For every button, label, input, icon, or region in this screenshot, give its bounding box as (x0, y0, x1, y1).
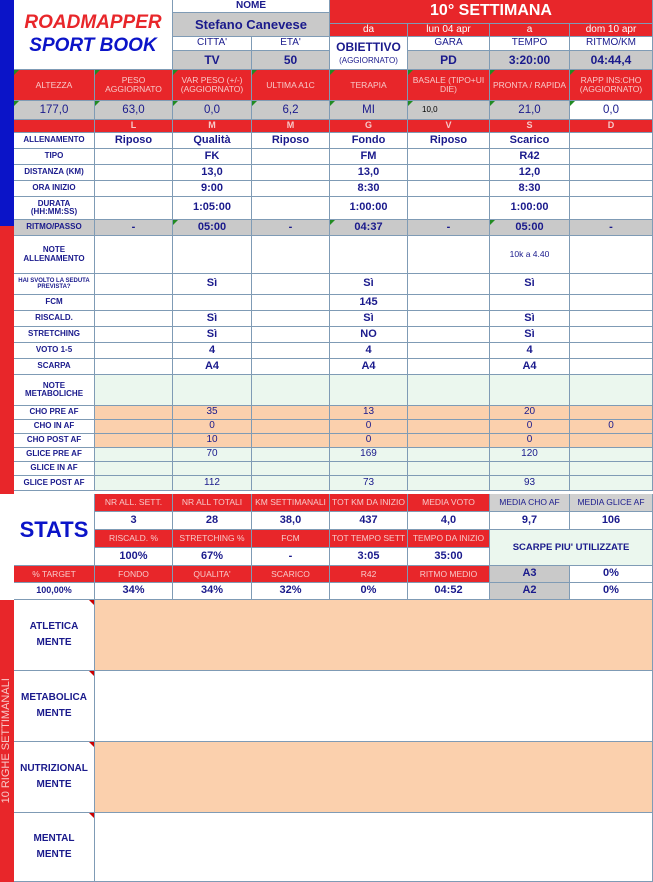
row-cell[interactable] (95, 327, 173, 343)
gara-label: GARA (408, 37, 490, 51)
row-cell[interactable]: 1:00:00 (490, 197, 570, 220)
row-cell[interactable]: 169 (330, 448, 408, 462)
metric-value[interactable]: 63,0 (95, 101, 173, 120)
weekly-label: METABOLICA MENTE (14, 671, 95, 742)
row-cell[interactable] (570, 274, 653, 295)
stats-header-1: TOT KM DA INIZIO (330, 494, 408, 512)
row-cell[interactable] (252, 448, 330, 462)
tempo-value[interactable]: 3:20:00 (490, 51, 570, 70)
row-label: CHO PRE AF (14, 406, 95, 420)
row-cell[interactable] (408, 181, 490, 197)
row-cell[interactable] (570, 311, 653, 327)
row-label: TIPO (14, 149, 95, 165)
stats-value-1: 9,7 (490, 512, 570, 530)
left-red-bar-lower (0, 344, 14, 494)
shoe-pct: 0% (570, 583, 653, 600)
stats-value-3: 34% (173, 583, 252, 600)
row-cell[interactable]: A4 (173, 359, 252, 375)
row-cell[interactable] (408, 165, 490, 181)
row-cell[interactable] (95, 295, 173, 311)
metric-value[interactable]: 21,0 (490, 101, 570, 120)
row-cell[interactable] (408, 149, 490, 165)
row-cell[interactable]: 4 (330, 343, 408, 359)
row-cell[interactable]: Sì (173, 311, 252, 327)
row-cell[interactable] (408, 448, 490, 462)
stats-header-3: SCARICO (252, 566, 330, 583)
row-cell[interactable] (252, 181, 330, 197)
row-cell[interactable] (173, 236, 252, 274)
weekly-label: NUTRIZIONAL MENTE (14, 742, 95, 813)
row-cell[interactable]: 0 (490, 434, 570, 448)
row-cell[interactable] (408, 236, 490, 274)
row-label: STRETCHING (14, 327, 95, 343)
row-cell[interactable]: Sì (490, 327, 570, 343)
row-cell[interactable]: 0 (330, 434, 408, 448)
row-cell[interactable]: 10k a 4.40 (490, 236, 570, 274)
brand-line2: SPORT BOOK (29, 35, 157, 56)
row-cell[interactable] (408, 311, 490, 327)
row-cell[interactable] (95, 236, 173, 274)
row-label: ORA INIZIO (14, 181, 95, 197)
row-label: HAI SVOLTO LA SEDUTA PREVISTA? (14, 274, 95, 295)
stats-value-2: 35:00 (408, 548, 490, 566)
day-header: G (330, 120, 408, 133)
metric-value[interactable]: 6,2 (252, 101, 330, 120)
row-label: VOTO 1-5 (14, 343, 95, 359)
row-cell[interactable] (408, 295, 490, 311)
stats-header-2: TEMPO DA INIZIO (408, 530, 490, 548)
eta-value[interactable]: 50 (252, 51, 330, 70)
stats-value-1: 28 (173, 512, 252, 530)
row-cell[interactable] (95, 406, 173, 420)
obiettivo-sub: (AGGIORNATO) (339, 55, 398, 65)
row-cell[interactable] (408, 420, 490, 434)
row-cell[interactable] (408, 274, 490, 295)
weekly-notes-area[interactable] (95, 600, 653, 671)
row-cell[interactable] (252, 420, 330, 434)
row-label: DURATA (HH:MM:SS) (14, 197, 95, 220)
row-cell[interactable]: 0 (173, 420, 252, 434)
row-cell[interactable]: 0 (490, 420, 570, 434)
obiettivo-label: OBIETTIVO (336, 40, 401, 54)
row-cell[interactable]: 0 (330, 420, 408, 434)
row-label: CHO IN AF (14, 420, 95, 434)
stats-header-3: % TARGET (14, 566, 95, 583)
ritmo-value[interactable]: 04:44,4 (570, 51, 653, 70)
row-cell[interactable]: 93 (490, 476, 570, 491)
row-cell[interactable] (95, 462, 173, 476)
row-label: ALLENAMENTO (14, 133, 95, 149)
row-label: FCM (14, 295, 95, 311)
row-cell[interactable] (570, 434, 653, 448)
row-cell[interactable]: 8:30 (330, 181, 408, 197)
row-cell[interactable] (252, 295, 330, 311)
row-cell[interactable] (95, 359, 173, 375)
row-cell[interactable] (252, 327, 330, 343)
da-label: da (330, 24, 408, 37)
stats-value-3: 0% (330, 583, 408, 600)
row-label: SCARPA (14, 359, 95, 375)
gara-value[interactable]: PD (408, 51, 490, 70)
row-cell[interactable] (252, 359, 330, 375)
row-cell[interactable]: Sì (330, 311, 408, 327)
row-cell[interactable] (408, 327, 490, 343)
citta-value[interactable]: TV (173, 51, 252, 70)
stats-header-1: MEDIA GLICE AF (570, 494, 653, 512)
row-cell[interactable]: - (570, 220, 653, 236)
weekly-notes-area[interactable] (95, 813, 653, 882)
metric-header: ULTIMA A1C (252, 70, 330, 101)
row-cell[interactable] (408, 343, 490, 359)
stats-value-2: - (252, 548, 330, 566)
row-cell[interactable] (408, 462, 490, 476)
left-red-bar-upper (0, 226, 14, 344)
row-cell[interactable]: 1:05:00 (173, 197, 252, 220)
ritmo-label: RITMO/KM (570, 37, 653, 51)
row-cell[interactable] (570, 197, 653, 220)
stats-header-1: KM SETTIMANALI (252, 494, 330, 512)
row-cell[interactable] (252, 476, 330, 491)
metric-header: RAPP INS:CHO (AGGIORNATO) (570, 70, 653, 101)
row-cell[interactable]: NO (330, 327, 408, 343)
week-title: 10° SETTIMANA (330, 0, 653, 24)
row-cell[interactable] (330, 236, 408, 274)
row-cell[interactable] (570, 406, 653, 420)
stats-value-1: 3 (95, 512, 173, 530)
shoe-name: A2 (490, 583, 570, 600)
row-cell[interactable] (95, 420, 173, 434)
row-cell[interactable]: 112 (173, 476, 252, 491)
day-header: D (570, 120, 653, 133)
row-cell[interactable] (252, 406, 330, 420)
row-cell[interactable]: 13 (330, 406, 408, 420)
brand-logo (14, 0, 173, 70)
row-cell[interactable]: 12,0 (490, 165, 570, 181)
row-cell[interactable] (330, 462, 408, 476)
row-cell[interactable] (252, 165, 330, 181)
row-cell[interactable] (408, 476, 490, 491)
row-cell[interactable] (408, 406, 490, 420)
row-cell[interactable] (252, 343, 330, 359)
weekly-side-bar (0, 600, 14, 882)
stats-value-1: 38,0 (252, 512, 330, 530)
row-cell[interactable] (252, 197, 330, 220)
nome-value[interactable]: Stefano Canevese (173, 13, 330, 37)
row-cell[interactable]: - (252, 220, 330, 236)
stats-value-1: 437 (330, 512, 408, 530)
nome-label: NOME (173, 0, 330, 13)
stats-value-3: 34% (95, 583, 173, 600)
row-cell[interactable]: FK (173, 149, 252, 165)
left-blue-bar (0, 0, 14, 226)
row-cell[interactable] (570, 327, 653, 343)
row-cell[interactable]: A4 (490, 359, 570, 375)
row-cell[interactable] (173, 462, 252, 476)
stats-header-1: NR ALL. SETT. (95, 494, 173, 512)
row-cell[interactable]: Riposo (252, 133, 330, 149)
stats-header-1: MEDIA CHO AF (490, 494, 570, 512)
row-label: GLICE PRE AF (14, 448, 95, 462)
row-cell[interactable] (570, 295, 653, 311)
metric-value[interactable]: MI (330, 101, 408, 120)
day-header: M (173, 120, 252, 133)
row-cell[interactable]: Sì (330, 274, 408, 295)
row-label: DISTANZA (KM) (14, 165, 95, 181)
row-cell[interactable]: 120 (490, 448, 570, 462)
weekly-notes-area[interactable] (95, 742, 653, 813)
row-cell[interactable] (570, 476, 653, 491)
stats-value-1: 4,0 (408, 512, 490, 530)
tempo-label: TEMPO (490, 37, 570, 51)
weekly-notes-area[interactable] (95, 671, 653, 742)
row-cell[interactable]: 05:00 (173, 220, 252, 236)
row-cell[interactable] (408, 197, 490, 220)
row-cell[interactable] (570, 236, 653, 274)
row-cell[interactable] (408, 359, 490, 375)
day-header: V (408, 120, 490, 133)
row-cell[interactable]: Qualità (173, 133, 252, 149)
row-cell[interactable] (570, 448, 653, 462)
metric-header: PESO AGGIORNATO (95, 70, 173, 101)
row-cell[interactable]: Riposo (408, 133, 490, 149)
row-cell[interactable]: 4 (173, 343, 252, 359)
row-cell[interactable] (252, 434, 330, 448)
metric-header: VAR PESO (+/-) (AGGIORNATO) (173, 70, 252, 101)
row-cell[interactable] (95, 181, 173, 197)
row-cell[interactable]: 13,0 (173, 165, 252, 181)
row-cell[interactable] (570, 133, 653, 149)
row-label: GLICE IN AF (14, 462, 95, 476)
stats-header-3: FONDO (95, 566, 173, 583)
row-cell[interactable]: Fondo (330, 133, 408, 149)
stats-value-2: 100% (95, 548, 173, 566)
row-cell[interactable]: Sì (173, 327, 252, 343)
row-cell[interactable] (570, 462, 653, 476)
row-cell[interactable]: 1:00:00 (330, 197, 408, 220)
row-cell[interactable]: 13,0 (330, 165, 408, 181)
row-cell[interactable]: 0 (570, 420, 653, 434)
row-cell[interactable]: 70 (173, 448, 252, 462)
row-cell[interactable] (490, 375, 570, 406)
row-cell[interactable]: 4 (490, 343, 570, 359)
stats-header-3: QUALITA' (173, 566, 252, 583)
row-cell[interactable] (570, 181, 653, 197)
row-cell[interactable]: 35 (173, 406, 252, 420)
row-cell[interactable] (95, 165, 173, 181)
stats-header-1: MEDIA VOTO (408, 494, 490, 512)
stats-value-3: 100,00% (14, 583, 95, 600)
row-cell[interactable]: 10 (173, 434, 252, 448)
row-cell[interactable]: 73 (330, 476, 408, 491)
row-cell[interactable] (95, 476, 173, 491)
brand-line1: ROADMAPPER (24, 12, 162, 34)
row-label: GLICE POST AF (14, 476, 95, 491)
obiettivo-cell (330, 37, 408, 70)
metric-value[interactable]: 0,0 (173, 101, 252, 120)
row-cell[interactable]: Riposo (95, 133, 173, 149)
stats-header-1: NR ALL TOTALI (173, 494, 252, 512)
row-cell[interactable]: 04:37 (330, 220, 408, 236)
row-cell[interactable]: Sì (173, 274, 252, 295)
weekly-side-label: 10 RIGHE SETTIMANALI (0, 678, 13, 804)
stats-header-2: STRETCHING % (173, 530, 252, 548)
stats-value-3: 32% (252, 583, 330, 600)
row-cell[interactable] (570, 149, 653, 165)
row-cell[interactable] (490, 462, 570, 476)
citta-label: CITTA' (173, 37, 252, 51)
row-cell[interactable]: 05:00 (490, 220, 570, 236)
row-cell[interactable] (408, 375, 490, 406)
metric-header: PRONTA / RAPIDA (490, 70, 570, 101)
weekly-label: ATLETICA MENTE (14, 600, 95, 671)
row-cell[interactable] (252, 311, 330, 327)
stats-header-2: RISCALD. % (95, 530, 173, 548)
row-cell[interactable] (490, 295, 570, 311)
metric-value[interactable]: 10,0 (408, 101, 490, 120)
stats-value-1: 106 (570, 512, 653, 530)
row-cell[interactable]: - (408, 220, 490, 236)
row-label: RITMO/PASSO (14, 220, 95, 236)
row-cell[interactable]: Scarico (490, 133, 570, 149)
row-cell[interactable] (95, 197, 173, 220)
metric-header: ALTEZZA (14, 70, 95, 101)
row-cell[interactable] (173, 295, 252, 311)
metric-header: BASALE (TIPO+UI DIE) (408, 70, 490, 101)
metric-value[interactable]: 177,0 (14, 101, 95, 120)
row-label: NOTE ALLENAMENTO (14, 236, 95, 274)
row-cell[interactable] (252, 274, 330, 295)
row-cell[interactable]: R42 (490, 149, 570, 165)
shoe-pct: 0% (570, 566, 653, 583)
row-cell[interactable] (95, 434, 173, 448)
row-cell[interactable]: - (95, 220, 173, 236)
row-cell[interactable] (95, 448, 173, 462)
row-cell[interactable] (252, 375, 330, 406)
week-from: lun 04 apr (408, 24, 490, 37)
row-cell[interactable] (408, 434, 490, 448)
stats-header-2: FCM (252, 530, 330, 548)
stats-header-2: TOT TEMPO SETT (330, 530, 408, 548)
stats-value-2: 67% (173, 548, 252, 566)
row-cell[interactable] (252, 236, 330, 274)
row-cell[interactable]: 145 (330, 295, 408, 311)
eta-label: ETA' (252, 37, 330, 51)
row-cell[interactable]: A4 (330, 359, 408, 375)
row-cell[interactable] (570, 359, 653, 375)
row-cell[interactable]: Sì (490, 311, 570, 327)
row-cell[interactable]: FM (330, 149, 408, 165)
row-cell[interactable] (95, 149, 173, 165)
row-cell[interactable] (173, 375, 252, 406)
row-cell[interactable] (95, 274, 173, 295)
day-header: L (95, 120, 173, 133)
row-cell[interactable] (570, 165, 653, 181)
day-header: S (490, 120, 570, 133)
row-cell[interactable]: 8:30 (490, 181, 570, 197)
day-header: M (252, 120, 330, 133)
shoe-name: A3 (490, 566, 570, 583)
metric-header: TERAPIA (330, 70, 408, 101)
row-cell[interactable] (252, 462, 330, 476)
week-to: dom 10 apr (570, 24, 653, 37)
row-cell[interactable] (95, 375, 173, 406)
stats-value-2: 3:05 (330, 548, 408, 566)
row-cell[interactable] (570, 375, 653, 406)
scarpe-piu-utilizzate: SCARPE PIU' UTILIZZATE (490, 530, 653, 566)
day-header-blank (14, 120, 95, 133)
row-cell[interactable]: 9:00 (173, 181, 252, 197)
row-cell[interactable] (252, 149, 330, 165)
row-label: NOTE METABOLICHE (14, 375, 95, 406)
row-cell[interactable]: Sì (490, 274, 570, 295)
row-cell[interactable] (330, 375, 408, 406)
stats-title: STATS (14, 494, 95, 566)
row-cell[interactable] (95, 343, 173, 359)
weekly-label: MENTAL MENTE (14, 813, 95, 882)
row-cell[interactable]: 20 (490, 406, 570, 420)
stats-header-3: RITMO MEDIO (408, 566, 490, 583)
stats-value-3: 04:52 (408, 583, 490, 600)
row-label: CHO POST AF (14, 434, 95, 448)
a-label: a (490, 24, 570, 37)
row-cell[interactable] (570, 343, 653, 359)
metric-value[interactable]: 0,0 (570, 101, 653, 120)
row-label: RISCALD. (14, 311, 95, 327)
stats-header-3: R42 (330, 566, 408, 583)
row-cell[interactable] (95, 311, 173, 327)
